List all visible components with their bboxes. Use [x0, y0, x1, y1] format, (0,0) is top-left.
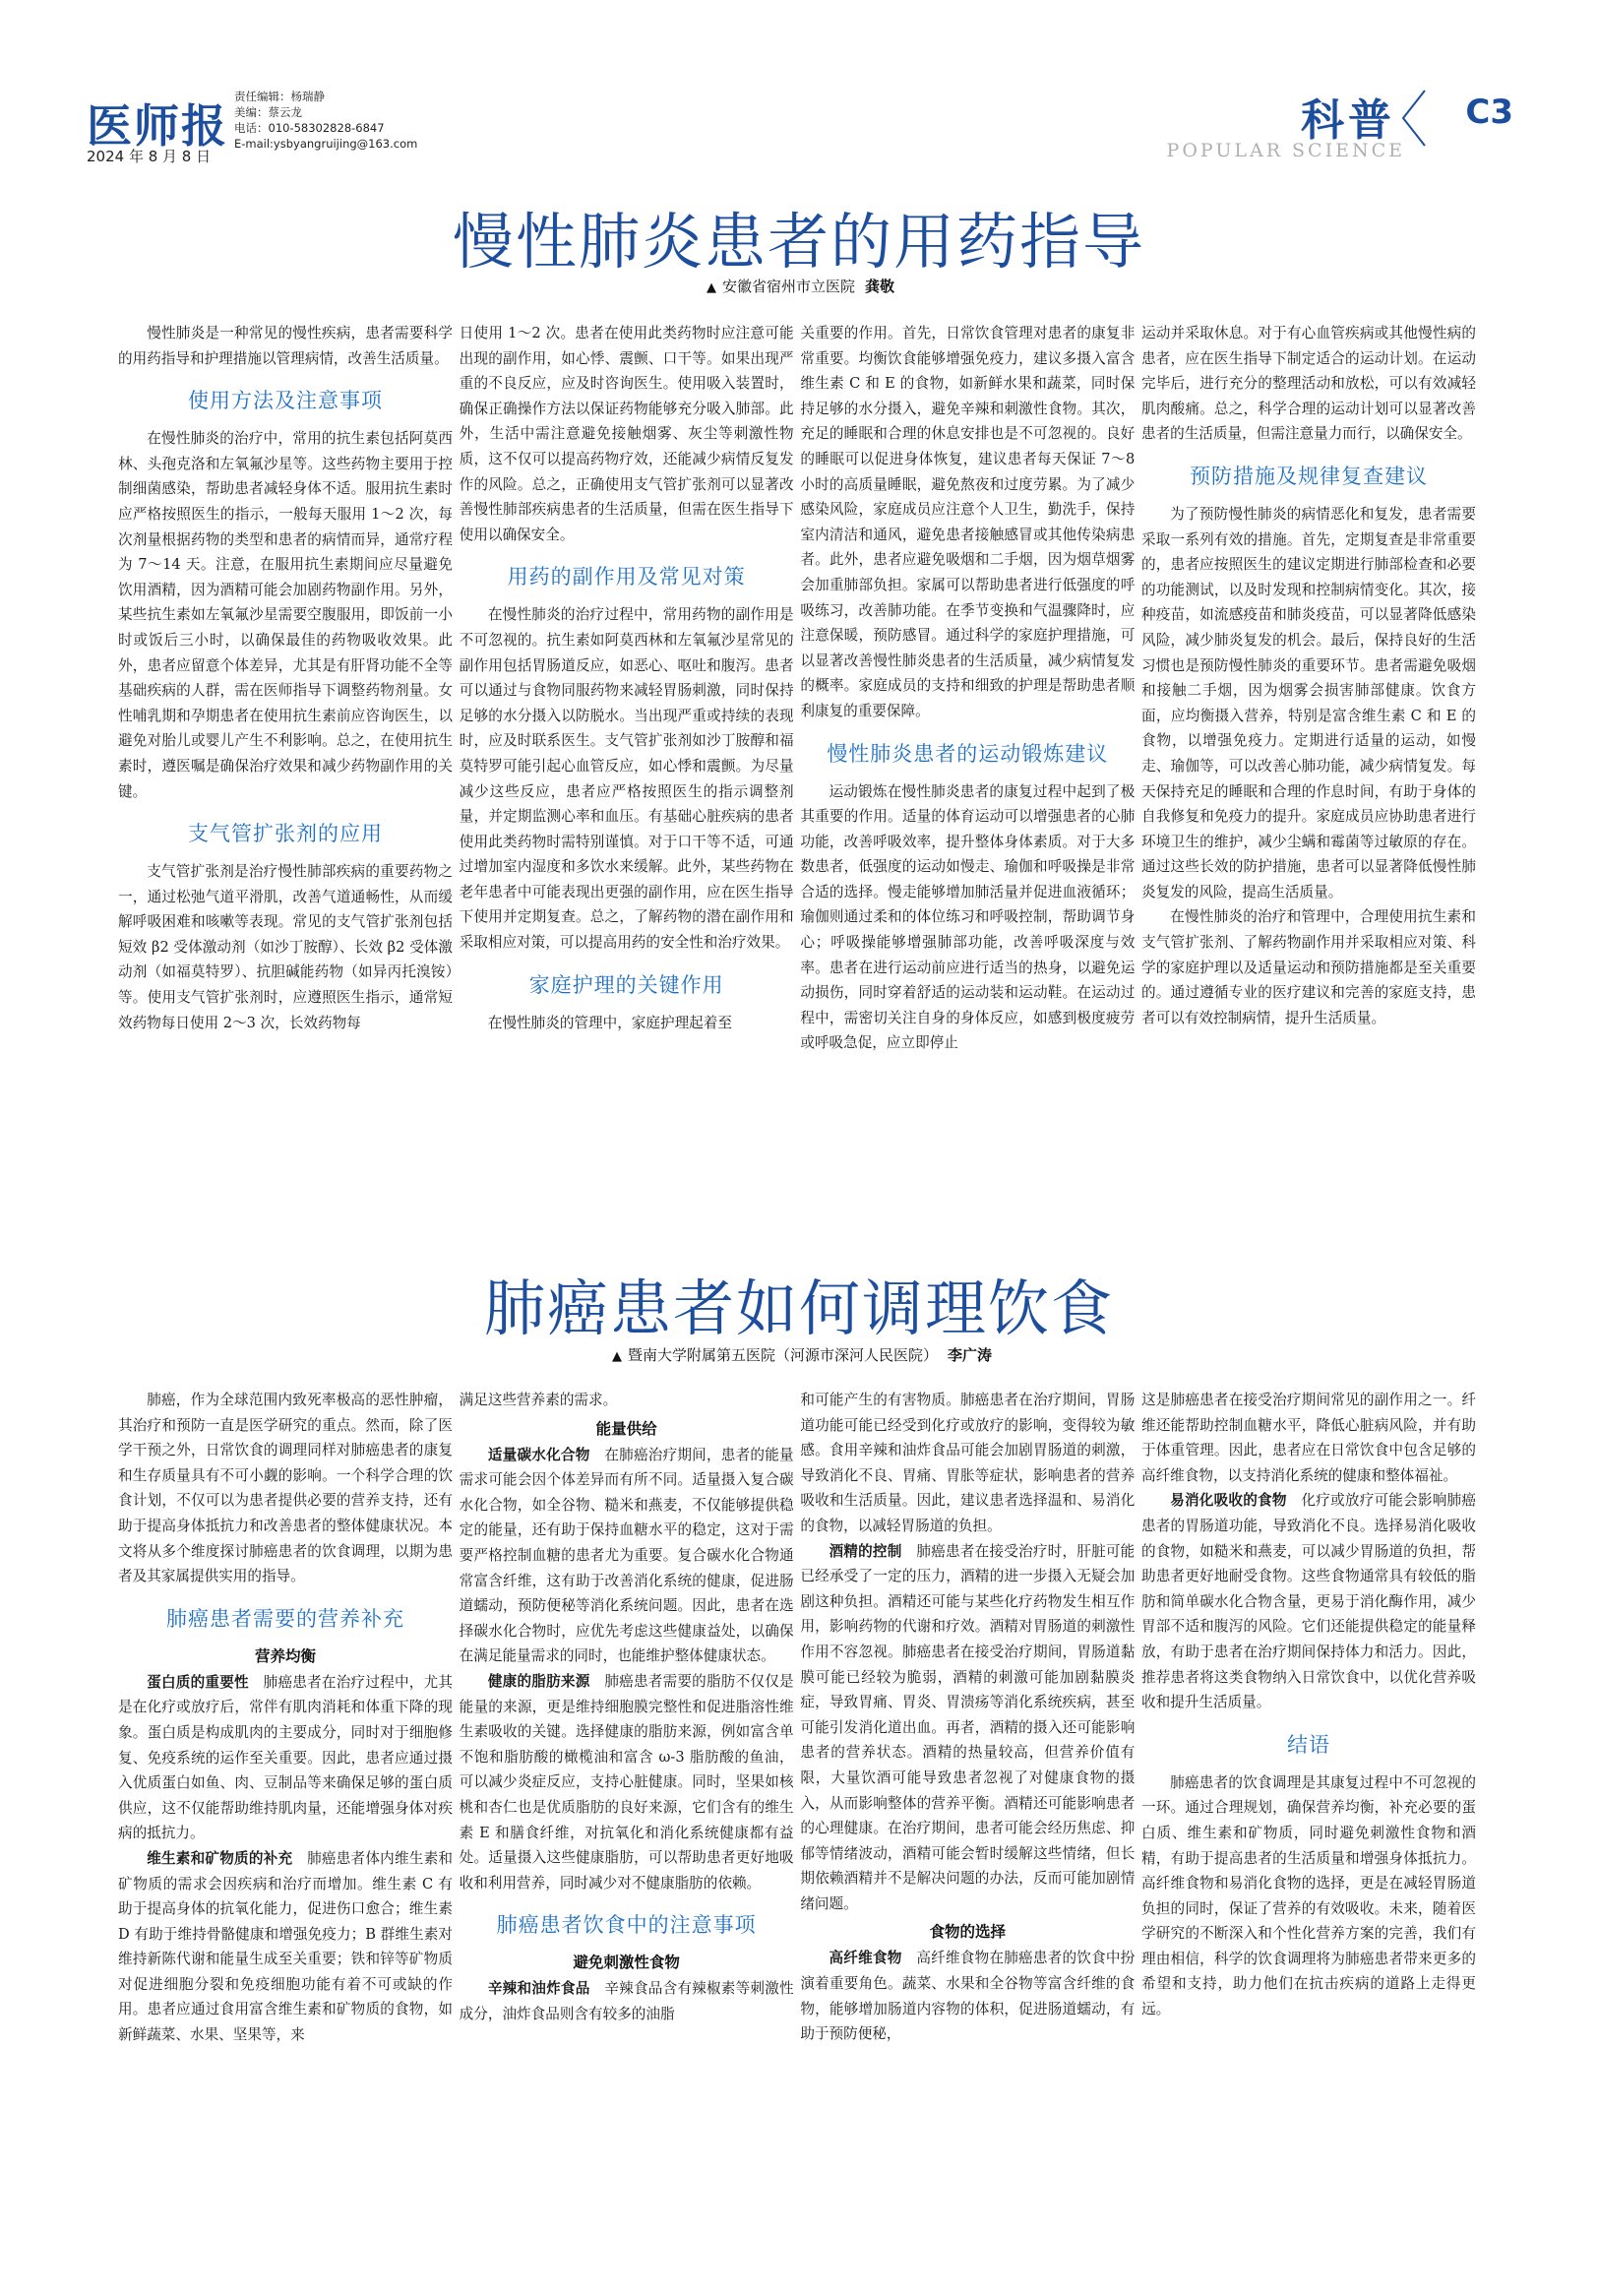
phone-line: 电话：010-58302828-6847: [234, 121, 385, 135]
paragraph-lead: 辛辣和油炸食品: [487, 1980, 590, 1998]
section-name-english: POPULAR SCIENCE: [1166, 140, 1405, 161]
issue-date: 2024 年 8 月 8 日: [87, 148, 212, 165]
article1-author: 龚敬: [865, 278, 895, 295]
minor-heading: 食物的选择: [929, 1923, 1007, 1942]
section-name: 科普: [1301, 95, 1395, 146]
paragraph-text: 辛辣食品含有辣椒素等刺激性成分，油炸食品则含有较多的油脂: [459, 1980, 794, 2022]
editor-credits: [234, 89, 417, 152]
paragraph: 肺癌，作为全球范围内致死率极高的恶性肿瘤，其治疗和预防一直是医学研究的重点。然而，除了医学干预之外，日常饮食的调理同样对肺癌患者的康复和生存质量具有不可小觑的影响。一个科学合理的饮食计划，不仅可以为患者提供必要的营养支持，还有助于提高身体抵抗力和改善患者的整体健康状况。本文将从多个维度探讨肺癌患者的饮食调理，以期为患者及其家属提供实用的指导。: [118, 1392, 453, 1585]
paragraph: 支气管扩张剂是治疗慢性肺部疾病的重要药物之一，通过松弛气道平滑肌，改善气道通畅性，从而缓解呼吸困难和咳嗽等表现。常见的支气管扩张剂包括短效 β2 受体激动剂（如沙丁胺醇）、长效 β2 受体激动剂（如福莫特罗）、抗胆碱能药物（如异丙托溴铵）等。使用支气管扩张剂时，应遵照医生指示，通常短效药物每日使用 2～3 次，长效药物每: [118, 863, 453, 1031]
designer-line: 美编：蔡云龙: [234, 105, 302, 119]
article1-affiliation: 安徽省宿州市立医院: [722, 278, 856, 295]
editor-line: 责任编辑：杨瑞静: [234, 90, 325, 103]
subheading: 使用方法及注意事项: [188, 389, 383, 413]
triangle-icon: ▲: [707, 280, 716, 295]
paragraph: 运动锻炼在慢性肺炎患者的康复过程中起到了极其重要的作用。适量的体育运动可以增强患者的心肺功能，改善呼吸效率，提升整体身体素质。对于大多数患者，低强度的运动如慢走、瑜伽和呼吸操是非常合适的选择。慢走能够增加肺活量并促进血液循环；瑜伽则通过柔和的体位练习和呼吸控制，帮助调节身心；呼吸操能够增强肺部功能，改善呼吸深度与效率。患者在进行运动前应进行适当的热身，以避免运动损伤，同时穿着舒适的运动装和运动鞋。在运动过程中，需密切关注自身的身体反应，如感到极度疲劳或呼吸急促，应立即停止: [800, 782, 1136, 1052]
minor-heading: 能量供给: [595, 1419, 657, 1438]
paragraph: [800, 1539, 1135, 1917]
subheading: 肺癌患者饮食中的注意事项: [496, 1913, 757, 1938]
paragraph: 运动并采取休息。对于有心血管疾病或其他慢性病的患者，应在医生指导下制定适合的运动计划。在运动完毕后，进行充分的整理活动和放松，可以有效减轻肌肉酸痛。总之，科学合理的运动计划可以显著改善患者的生活质量，但需注意量力而行，以确保安全。: [1140, 325, 1476, 443]
paragraph-lead: 高纤维食物: [829, 1950, 902, 1967]
paragraph-text: 化疗或放疗可能会影响肺癌患者的胃肠道功能，导致消化不良。选择易消化吸收的食物，如糙米和燕麦，可以减少胃肠道的负担，帮助患者更好地耐受食物。这些食物通常具有较低的脂肪和简单碳水化合物含量，更易于消化酶作用，减少胃部不适和腹泻的风险。它们还能提供稳定的能量释放，有助于患者在治疗期间保持体力和活力。因此，推荐患者将这类食物纳入日常饮食中，以优化营养吸收和提升生活质量。: [1140, 1492, 1476, 1711]
subheading: 家庭护理的关键作用: [528, 972, 724, 997]
article2-body: [118, 1388, 1476, 2283]
paragraph-text: 肺癌患者需要的脂肪不仅仅是能量的来源，更是维持细胞膜完整性和促进脂溶性维生素吸收的关键。选择健康的脂肪来源，例如富含单不饱和脂肪酸的橄榄油和富含 ω-3 脂肪酸的鱼油，可以减少炎症反应，支持心脏健康。同时，坚果如核桃和杏仁也是优质脂肪的良好来源，它们含有的维生素 E 和膳食纤维，对抗氧化和消化系统健康都有益处。适量摄入这些健康脂肪，可以帮助患者更好地吸收和利用营养，同时减少对不健康脂肪的依赖。: [459, 1672, 794, 1892]
paragraph-text: 肺癌患者体内维生素和矿物质的需求会因疾病和治疗而增加。维生素 C 有助于提高身体的抗氧化能力，促进伤口愈合；维生素 D 有助于维持骨骼健康和增强免疫力；B 群维生素对维持新陈代谢和能量生成至关重要；铁和锌等矿物质对促进细胞分裂和免疫细胞功能有着不可或缺的作用。患者应通过食用富含维生素和矿物质的食物，如新鲜蔬菜、水果、坚果等，来: [118, 1849, 453, 2044]
article1-column-1: [118, 321, 453, 1256]
paragraph-text: 在肺癌治疗期间，患者的能量需求可能会因个体差异而有所不同。适量摄入复合碳水化合物，如全谷物、糙米和燕麦，不仅能够提供稳定的能量，还有助于保持血糖水平的稳定，这对于需要严格控制血糖的患者尤为重要。复合碳水化合物通常富含纤维，这有助于改善消化系统的健康，促进肠道蠕动，预防便秘等消化系统问题。因此，患者在选择碳水化合物时，应优先考虑这些健康益处，以确保在满足能量需求的同时，也能维护整体健康状态。: [459, 1446, 794, 1665]
email-line: E-mail:ysbyangruijing@163.com: [234, 137, 418, 151]
paragraph-text: 肺癌患者在治疗过程中，尤其是在化疗或放疗后，常伴有肌肉消耗和体重下降的现象。蛋白质是构成肌肉的主要成分，同时对于细胞修复、免疫系统的运作至关重要。因此，患者应通过摄入优质蛋白如鱼、肉、豆制品等来确保足够的蛋白质供应，这不仅能帮助维持肌肉量，还能增强身体对疾病的抵抗力。: [118, 1673, 453, 1842]
article1-column-2: [460, 321, 794, 1256]
paragraph-lead: 酒精的控制: [829, 1542, 902, 1560]
paragraph: 在慢性肺炎的治疗过程中，常用药物的副作用是不可忽视的。抗生素如阿莫西林和左氧氟沙星常见的副作用包括胃肠道反应，如恶心、呕吐和腹泻。患者可以通过与食物同服药物来减轻胃肠刺激，同时保持足够的水分摄入以防脱水。当出现严重或持续的表现时，应及时联系医生。支气管扩张剂如沙丁胺醇和福莫特罗可能引起心血管反应，如心悸和震颤。为尽量减少这些反应，患者应严格按照医生的指示调整剂量，并定期监测心率和血压。有基础心脏疾病的患者使用此类药物时需特别谨慎。对于口干等不适，可通过增加室内湿度和多饮水来缓解。此外，某些药物在老年患者中可能表现出更强的副作用，应在医生指导下使用并定期复查。总之，了解药物的潜在副作用和采取相应对策，可以提高用药的安全性和治疗效果。: [459, 606, 794, 952]
paragraph: 肺癌患者的饮食调理是其康复过程中不可忽视的一环。通过合理规划，确保营养均衡，补充必要的蛋白质、维生素和矿物质，同时避免刺激性食物和酒精，有助于提高患者的生活质量和增强身体抵抗力。高纤维食物和易消化食物的选择，更是在减轻胃肠道负担的同时，保证了营养的有效吸收。未来，随着医学研究的不断深入和个性化营养方案的完善，我们有理由相信，科学的饮食调理将为肺癌患者带来更多的希望和支持，助力他们在抗击疾病的道路上走得更远。: [1140, 1773, 1476, 2018]
paragraph-lead: 健康的脂肪来源: [487, 1672, 590, 1690]
paragraph: 关重要的作用。首先，日常饮食管理对患者的康复非常重要。均衡饮食能够增强免疫力，建议多摄入富含维生素 C 和 E 的食物，如新鲜水果和蔬菜，同时保持足够的水分摄入，避免辛辣和刺激性食物。其次，充足的睡眠和合理的休息安排也是不可忽视的。良好的睡眠可以促进身体恢复，建议患者每天保证 7～8 小时的高质量睡眠，避免熬夜和过度劳累。为了减少感染风险，家庭成员应注意个人卫生，勤洗手，保持室内清洁和通风，避免患者接触感冒或其他传染病患者。此外，患者应避免吸烟和二手烟，因为烟草烟雾会加重肺部负担。家属可以帮助患者进行低强度的呼吸练习，改善肺功能。在季节变换和气温骤降时，应注意保暖，预防感冒。通过科学的家庭护理措施，可以显著改善慢性肺炎患者的生活质量，减少病情复发的概率。家庭成员的支持和细致的护理是帮助患者顺利康复的重要保障。: [800, 325, 1136, 719]
paragraph: [460, 1976, 794, 2026]
paragraph: [118, 1670, 453, 1846]
article2-author: 李广涛: [948, 1346, 993, 1364]
paragraph: 日使用 1～2 次。患者在使用此类药物时应注意可能出现的副作用，如心悸、震颤、口干等。如果出现严重的不良反应，应及时咨询医生。使用吸入装置时，确保正确操作方法以保证药物能够充分吸入肺部。此外，生活中需注意避免接触烟雾、灰尘等刺激性物质，这不仅可以提高药物疗效，还能减少病情反复发作的风险。总之，正确使用支气管扩张剂可以显著改善慢性肺部疾病患者的生活质量，但需在医生指导下使用以确保安全。: [459, 325, 794, 543]
minor-heading: 避免刺激性食物: [573, 1954, 680, 1972]
paragraph-lead: 易消化吸收的食物: [1170, 1492, 1287, 1510]
article1-column-4: [1141, 321, 1476, 1256]
masthead: [87, 83, 1523, 181]
subheading: 肺癌患者需要的营养补充: [166, 1606, 404, 1631]
paragraph: [1141, 1488, 1476, 1714]
paragraph-text: 肺癌患者在接受治疗时，肝脏可能已经承受了一定的压力，酒精的进一步摄入无疑会加剧这种负担。酒精还可能与某些化疗药物发生相互作用，影响药物的代谢和疗效。酒精对胃肠道的刺激性作用不容忽视。肺癌患者在接受治疗期间，胃肠道黏膜可能已经较为脆弱，酒精的刺激可能加剧黏膜炎症，导致胃痛、胃炎、胃溃疡等消化系统疾病，甚至可能引发消化道出血。再者，酒精的摄入还可能影响患者的营养状态。酒精的热量较高，但营养价值有限，大量饮酒可能导致患者忽视了对健康食物的摄入，从而影响整体的营养平衡。酒精还可能影响患者的心理健康。在治疗期间，患者可能会经历焦虑、抑郁等情绪波动，酒精可能会暂时缓解这些情绪，但长期依赖酒精并不是解决问题的办法，反而可能加剧情绪问题。: [800, 1542, 1136, 1912]
article2-affiliation: 暨南大学附属第五医院（河源市深河人民医院）: [628, 1346, 939, 1364]
subheading: 预防措施及规律复查建议: [1189, 464, 1428, 488]
article2-column-3: [800, 1388, 1135, 2283]
paragraph-lead: 蛋白质的重要性: [147, 1673, 249, 1691]
paragraph: 慢性肺炎是一种常见的慢性疾病，患者需要科学的用药指导和护理措施以管理病情，改善生活质量。: [118, 325, 453, 367]
article2-column-2: [460, 1388, 794, 2283]
article2-title: 肺癌患者如何调理饮食: [483, 1272, 1114, 1344]
paragraph: 这是肺癌患者在接受治疗期间常见的副作用之一。纤维还能帮助控制血糖水平，降低心脏病风险，并有助于体重管理。因此，患者应在日常饮食中包含足够的高纤维食物，以支持消化系统的健康和整体福祉。: [1140, 1392, 1476, 1484]
paragraph: 在慢性肺炎的治疗和管理中，合理使用抗生素和支气管扩张剂、了解药物副作用并采取相应对策、科学的家庭护理以及适量运动和预防措施都是至关重要的。通过遵循专业的医疗建议和完善的家庭支持，患者可以有效控制病情，提升生活质量。: [1140, 908, 1476, 1026]
subheading: 支气管扩张剂的应用: [188, 822, 383, 846]
article2-column-4: [1141, 1388, 1476, 2283]
paragraph-lead: 维生素和矿物质的补充: [147, 1849, 293, 1867]
paragraph: [460, 1669, 794, 1895]
article1-byline: [707, 276, 894, 296]
paragraph: 在慢性肺炎的管理中，家庭护理起着至: [487, 1014, 732, 1031]
article2-column-1: [118, 1388, 453, 2283]
paragraph: [800, 1946, 1135, 2046]
section-header: [1166, 83, 1523, 181]
paragraph: [460, 1443, 794, 1669]
subheading: 慢性肺炎患者的运动锻炼建议: [827, 741, 1109, 766]
article2-byline: [612, 1344, 992, 1365]
triangle-icon: ▲: [612, 1349, 622, 1364]
subheading: 用药的副作用及常见对策: [507, 565, 746, 590]
paragraph: 为了预防慢性肺炎的病情恶化和复发，患者需要采取一系列有效的措施。首先，定期复查是非常重要的，患者应按照医生的建议定期进行肺部检查和必要的功能测试，以及时发现和控制病情变化。其次，接种疫苗，如流感疫苗和肺炎疫苗，可以显著降低感染风险，减少肺炎复发的机会。最后，保持良好的生活习惯也是预防慢性肺炎的重要环节。患者需避免吸烟和接触二手烟，因为烟雾会损害肺部健康。饮食方面，应均衡摄入营养，特别是富含维生素 C 和 E 的食物，以增强免疫力。定期进行适量的运动，如慢走、瑜伽等，可以改善心肺功能，减少病情复发。每天保持充足的睡眠和合理的作息时间，有助于身体的自我修复和免疫力的提升。家庭成员应协助患者进行环境卫生的维护，减少尘螨和霉菌等过敏原的存在。通过这些长效的防护措施，患者可以显著降低慢性肺炎复发的风险，提高生活质量。: [1140, 505, 1476, 900]
page-number: C3: [1465, 93, 1513, 132]
bracket-icon: [1399, 89, 1429, 148]
article1-column-3: [800, 321, 1135, 1256]
paragraph: 和可能产生的有害物质。肺癌患者在治疗期间，胃肠道功能可能已经受到化疗或放疗的影响，变得较为敏感。食用辛辣和油炸食品可能会加剧胃肠道的刺激，导致消化不良、胃痛、胃胀等症状，影响患者的营养吸收和生活质量。因此，建议患者选择温和、易消化的食物，以减轻胃肠道的负担。: [800, 1392, 1136, 1534]
paragraph: 满足这些营养素的需求。: [459, 1392, 618, 1408]
paragraph-lead: 适量碳水化合物: [487, 1446, 590, 1463]
article1-title: 慢性肺炎患者的用药指导: [452, 206, 1145, 278]
paragraph: 在慢性肺炎的治疗中，常用的抗生素包括阿莫西林、头孢克洛和左氧氟沙星等。这些药物主要用于控制细菌感染，帮助患者减轻身体不适。服用抗生素时应严格按照医生的指示，一般每天服用 1～2 次，每次剂量根据药物的类型和患者的病情而异，通常疗程为 7～14 天。注意，在服用抗生素期间应尽量避免饮用酒精，因为酒精可能会加剧药物副作用。另外，某些抗生素如左氧氟沙星需要空腹服用，即饭前一小时或饭后三小时，以确保最佳的药物吸收效果。此外，患者应留意个体差异，尤其是有肝肾功能不全等基础疾病的人群，需在医师指导下调整药物剂量。女性哺乳期和孕期患者在使用抗生素前应咨询医生，以避免对胎儿或婴儿产生不利影响。总之，在使用抗生素时，遵医嘱是确保治疗效果和减少药物副作用的关键。: [118, 430, 453, 800]
minor-heading: 营养均衡: [254, 1646, 316, 1665]
article1-body: [118, 321, 1476, 1256]
paragraph: [118, 1846, 453, 2048]
paper-logo: 医师报: [87, 99, 228, 153]
subheading: 结语: [1286, 1732, 1330, 1757]
paragraph-text: 高纤维食物在肺癌患者的饮食中扮演着重要角色。蔬菜、水果和全谷物等富含纤维的食物，能够增加肠道内容物的体积，促进肠道蠕动，有助于预防便秘，: [800, 1950, 1136, 2043]
